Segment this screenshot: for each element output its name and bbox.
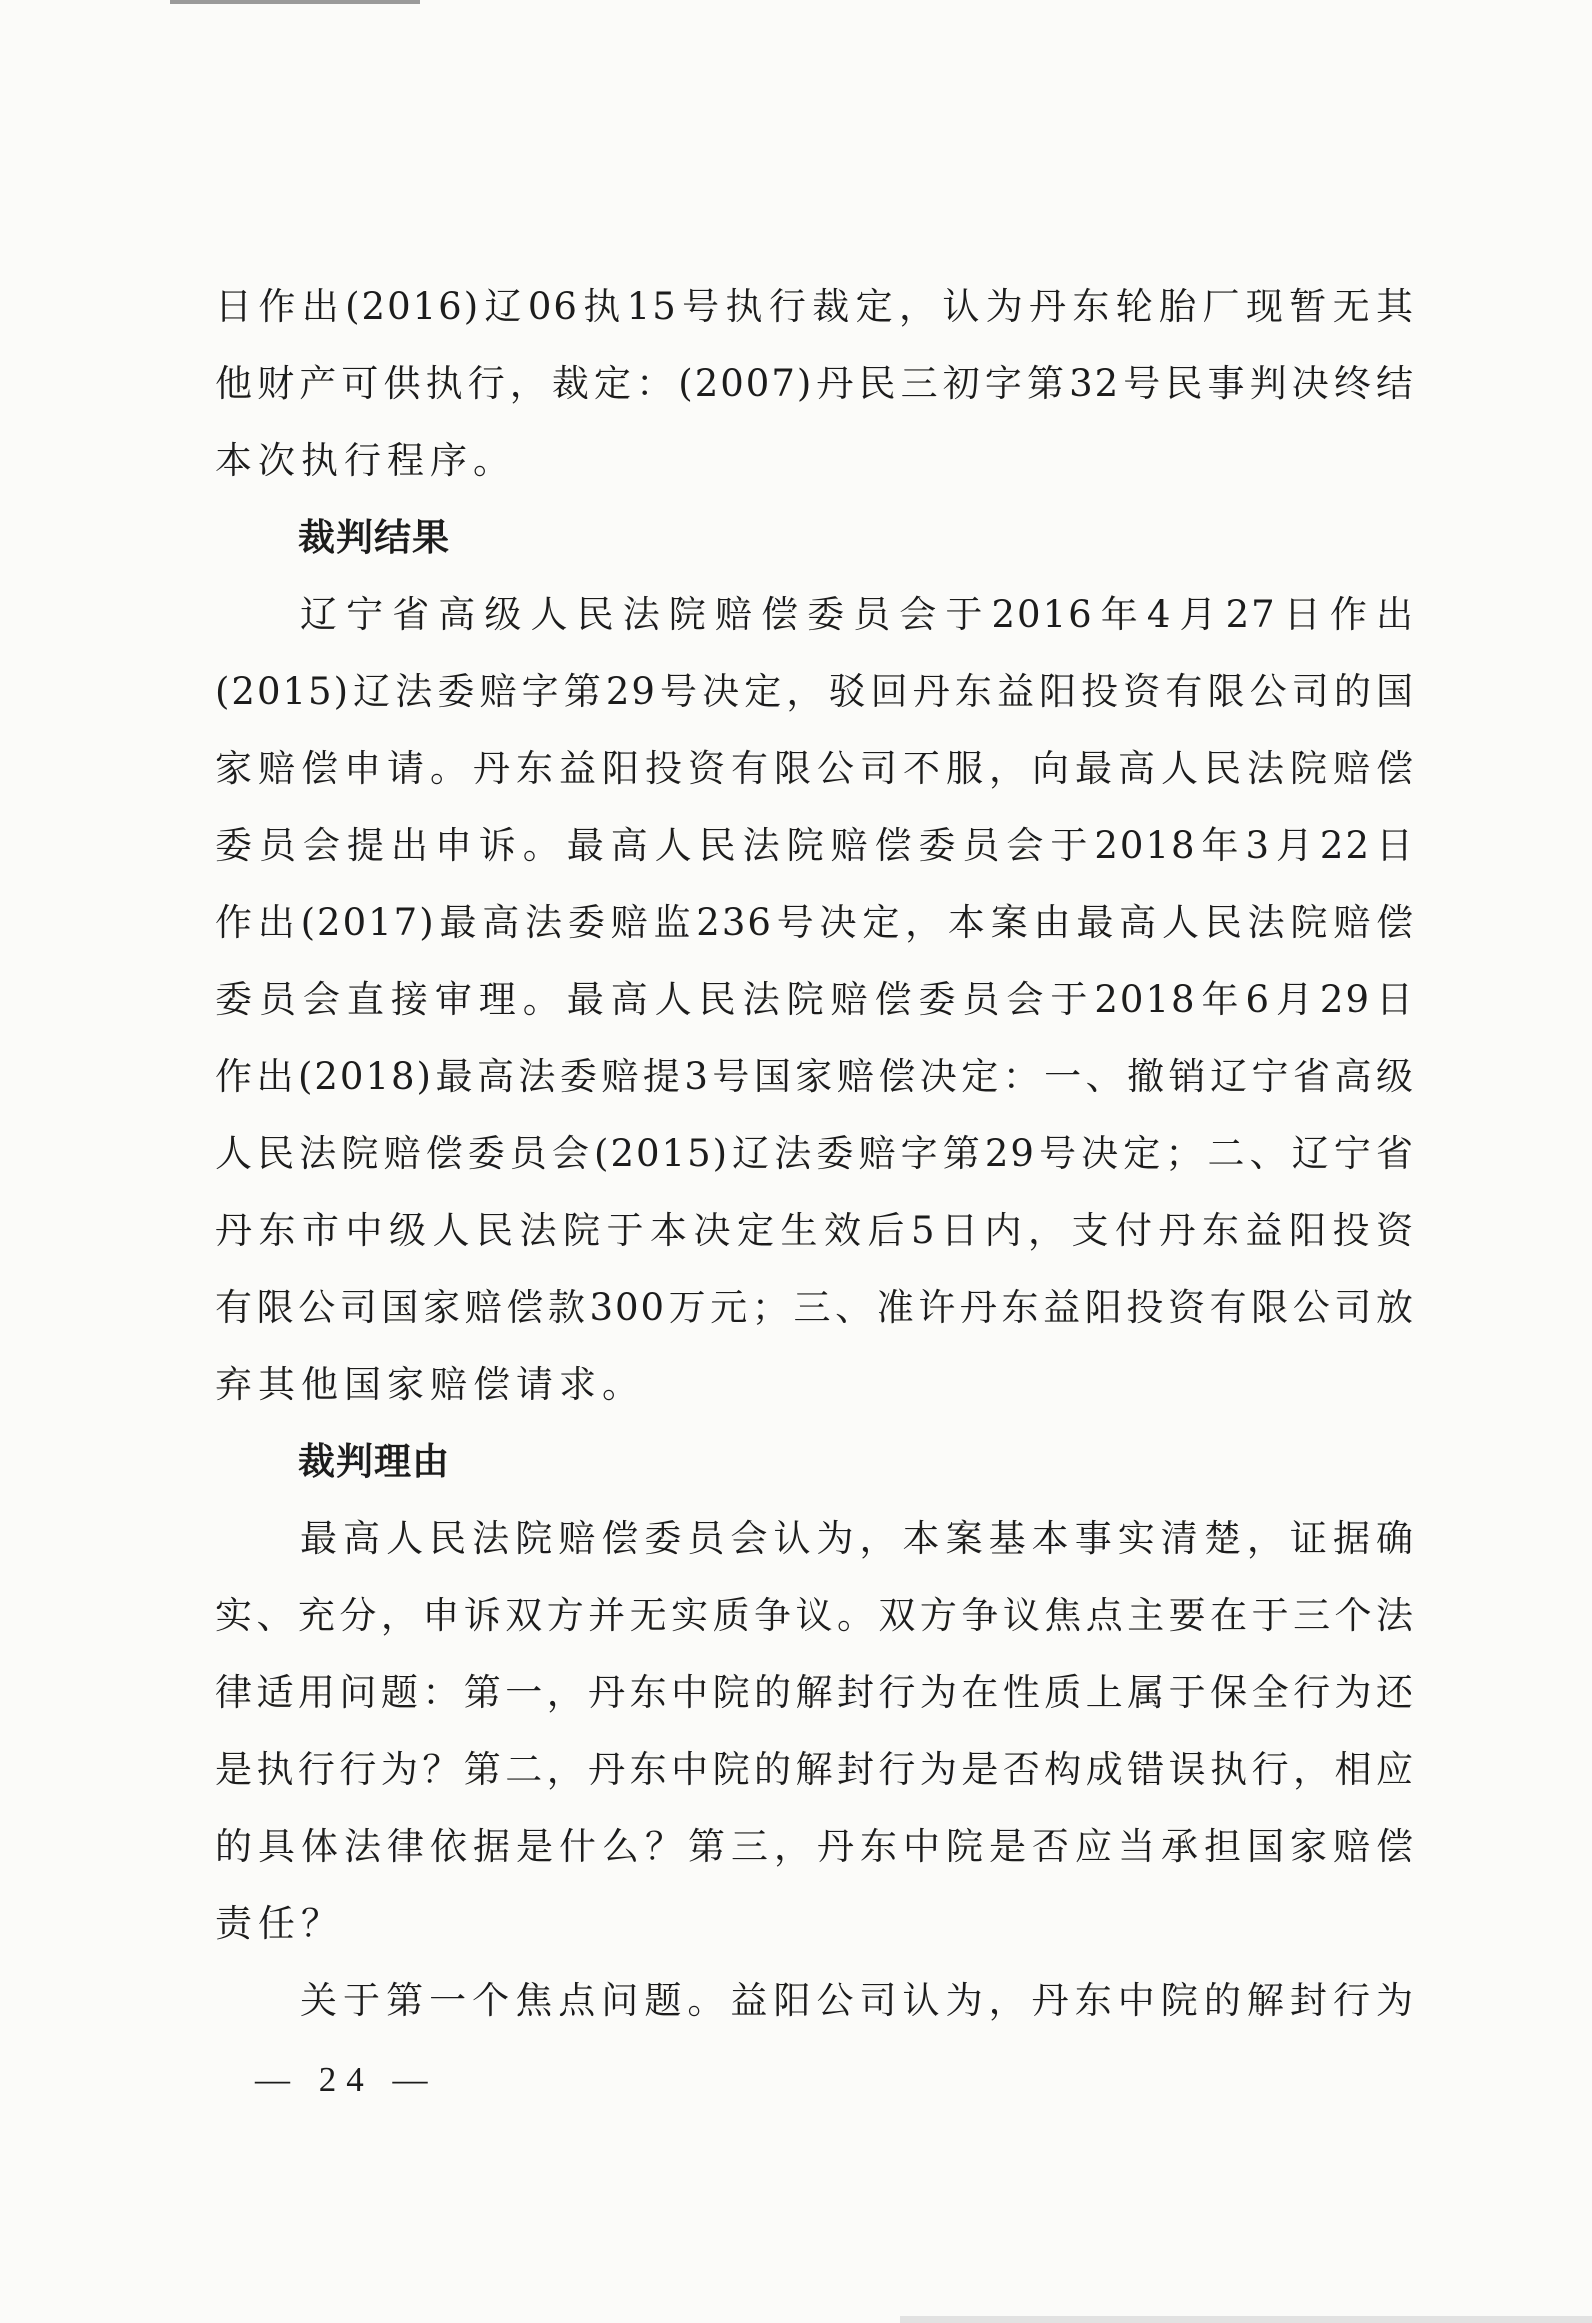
page-number: — 24 — <box>255 2060 438 2099</box>
paragraph-3-line-5: 的具体法律依据是什么？第三，丹东中院是否应当承担国家赔偿 <box>215 1825 1415 1868</box>
document-body <box>215 268 1415 2039</box>
paragraph-2-line-7: 作出(2018)最高法委赔提3号国家赔偿决定：一、撤销辽宁省高级 <box>215 1055 1415 1098</box>
heading-judgment-result: 裁判结果 <box>298 516 450 559</box>
paragraph-2-line-8: 人民法院赔偿委员会(2015)辽法委赔字第29号决定；二、辽宁省 <box>215 1132 1415 1175</box>
paragraph-4-line-1: 关于第一个焦点问题。益阳公司认为，丹东中院的解封行为 <box>300 1979 1415 2022</box>
paragraph-2-line-11: 弃其他国家赔偿请求。 <box>215 1363 645 1406</box>
scan-edge-top <box>170 0 420 4</box>
paragraph-2-line-4: 委员会提出申诉。最高人民法院赔偿委员会于2018年3月22日 <box>215 824 1415 867</box>
paragraph-1-line-2: 他财产可供执行，裁定：(2007)丹民三初字第32号民事判决终结 <box>215 362 1415 405</box>
paragraph-1-line-1: 日作出(2016)辽06执15号执行裁定，认为丹东轮胎厂现暂无其 <box>215 285 1415 328</box>
paragraph-3-line-1: 最高人民法院赔偿委员会认为，本案基本事实清楚，证据确 <box>300 1517 1415 1560</box>
paragraph-3-line-6: 责任？ <box>215 1902 344 1945</box>
paragraph-2-line-6: 委员会直接审理。最高人民法院赔偿委员会于2018年6月29日 <box>215 978 1415 1021</box>
paragraph-3-line-3: 律适用问题：第一，丹东中院的解封行为在性质上属于保全行为还 <box>215 1671 1415 1714</box>
paragraph-2-line-2: (2015)辽法委赔字第29号决定，驳回丹东益阳投资有限公司的国 <box>215 670 1415 713</box>
paragraph-3-line-4: 是执行行为？第二，丹东中院的解封行为是否构成错误执行，相应 <box>215 1748 1415 1791</box>
paragraph-2-line-1: 辽宁省高级人民法院赔偿委员会于2016年4月27日作出 <box>300 593 1415 636</box>
paragraph-3-line-2: 实、充分，申诉双方并无实质争议。双方争议焦点主要在于三个法 <box>215 1594 1415 1637</box>
paragraph-2-line-9: 丹东市中级人民法院于本决定生效后5日内，支付丹东益阳投资 <box>215 1209 1415 1252</box>
scan-edge-bottom <box>900 2316 1592 2323</box>
paragraph-1-line-3: 本次执行程序。 <box>215 439 516 482</box>
heading-judgment-reason: 裁判理由 <box>298 1440 450 1483</box>
paragraph-2-line-10: 有限公司国家赔偿款300万元；三、准许丹东益阳投资有限公司放 <box>215 1286 1415 1329</box>
paragraph-2-line-5: 作出(2017)最高法委赔监236号决定，本案由最高人民法院赔偿 <box>215 901 1415 944</box>
paragraph-2-line-3: 家赔偿申请。丹东益阳投资有限公司不服，向最高人民法院赔偿 <box>215 747 1415 790</box>
